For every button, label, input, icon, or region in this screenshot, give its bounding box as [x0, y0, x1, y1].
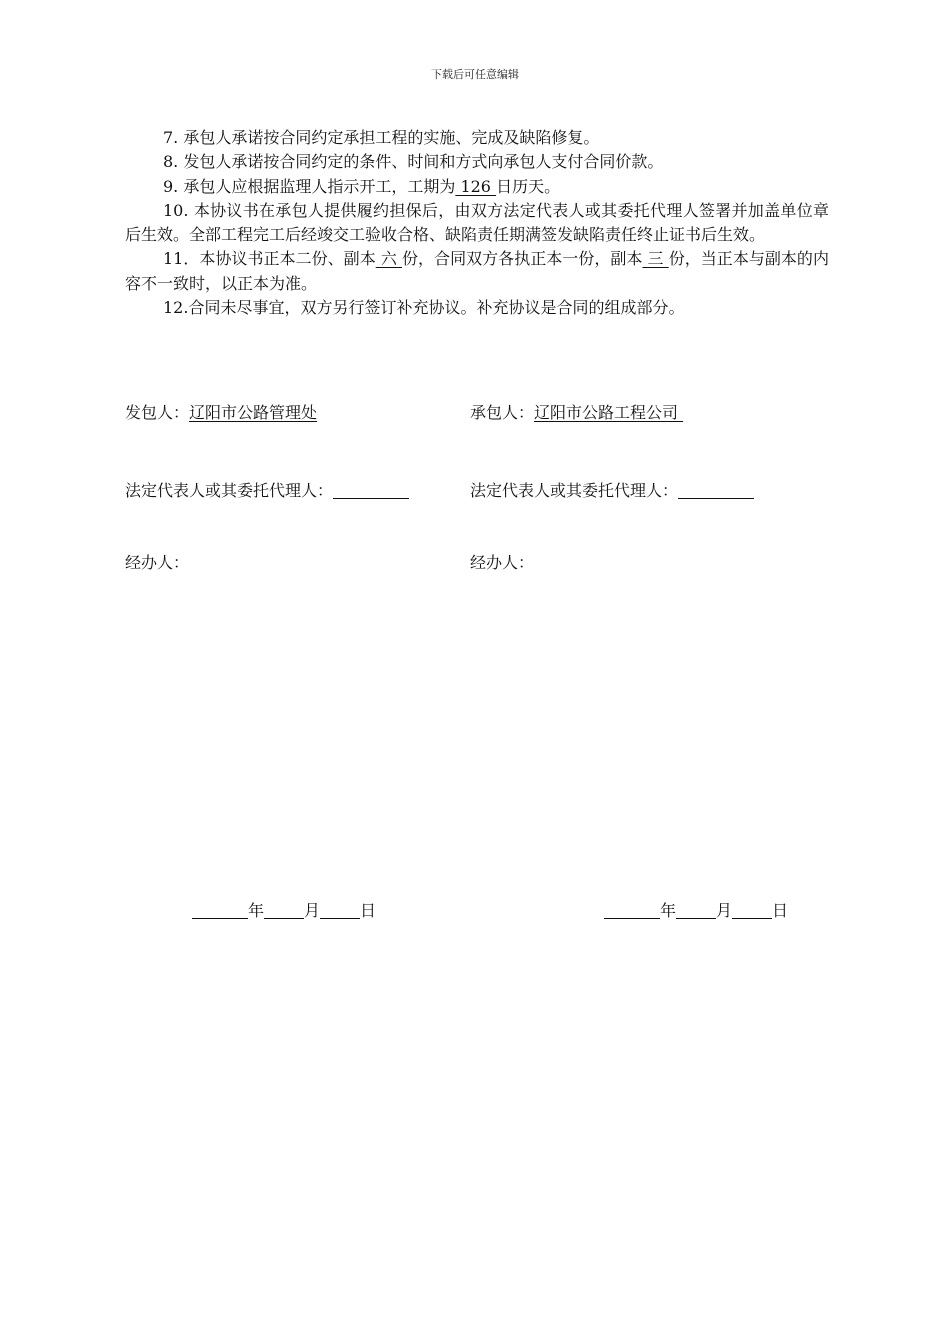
- day-blank: [732, 902, 772, 919]
- day-blank: [320, 902, 360, 919]
- year-blank: [192, 902, 248, 919]
- contractor-agent-label: 经办人：: [470, 553, 535, 572]
- clause-11: [125, 247, 829, 296]
- contractor-rep: [470, 478, 754, 501]
- clause-10: 10. 本协议书在承包人提供履约担保后，由双方法定代表人或其委托代理人签署并加盖单位章后生效。全部工程完工后经竣交工验收合格、缺陷责任期满签发缺陷责任终止证书后生效。: [125, 200, 829, 245]
- employer-rep-signature-line: [333, 482, 409, 499]
- month-blank: [676, 902, 716, 919]
- day-label: 日: [772, 901, 789, 920]
- employer-rep-label: 法定代表人或其委托代理人：: [125, 481, 334, 500]
- copies-total: 六: [375, 249, 402, 269]
- contractor-rep-label: 法定代表人或其委托代理人：: [470, 481, 679, 500]
- copies-each: 三: [642, 249, 669, 269]
- construction-period-days: 126: [455, 176, 497, 196]
- clause-12: 12.合同未尽事宜，双方另行签订补充协议。补充协议是合同的组成部分。: [163, 298, 685, 318]
- month-label: 月: [716, 901, 733, 920]
- year-label: 年: [660, 901, 677, 920]
- year-blank: [604, 902, 660, 919]
- clause-9-unit: 日历天。: [496, 176, 561, 196]
- contractor-label: 承包人：: [470, 403, 535, 422]
- employer-date: [192, 898, 376, 921]
- clause-11-text-a: 11．本协议书正本二份、副本: [163, 249, 376, 269]
- contractor-block: [470, 400, 683, 423]
- clause-8: 8. 发包人承诺按合同约定的条件、时间和方式向承包人支付合同价款。: [163, 152, 664, 172]
- page-header: 下载后可任意编辑: [431, 68, 519, 81]
- clause-9: [125, 175, 829, 199]
- month-blank: [264, 902, 304, 919]
- month-label: 月: [304, 901, 321, 920]
- contractor-name: 辽阳市公路工程公司: [534, 403, 684, 422]
- employer-label: 发包人：: [125, 403, 190, 422]
- contract-clauses: [125, 126, 829, 320]
- employer-rep: [125, 478, 409, 501]
- employer-block: [125, 400, 317, 423]
- employer-agent-label: 经办人：: [125, 553, 190, 572]
- clause-9-text: 9. 承包人应根据监理人指示开工，工期为: [163, 176, 456, 196]
- contractor-date: [604, 898, 788, 921]
- clause-7: 7. 承包人承诺按合同约定承担工程的实施、完成及缺陷修复。: [163, 128, 600, 147]
- day-label: 日: [360, 901, 377, 920]
- contractor-rep-signature-line: [678, 482, 754, 499]
- employer-name: 辽阳市公路管理处: [189, 403, 318, 422]
- clause-11-text-b: 份，合同双方各执正本一份，副本: [402, 249, 643, 269]
- clause-11-text-c: 份，当正本与副本的内容不一致时，以正本为准。: [125, 249, 829, 293]
- year-label: 年: [248, 901, 265, 920]
